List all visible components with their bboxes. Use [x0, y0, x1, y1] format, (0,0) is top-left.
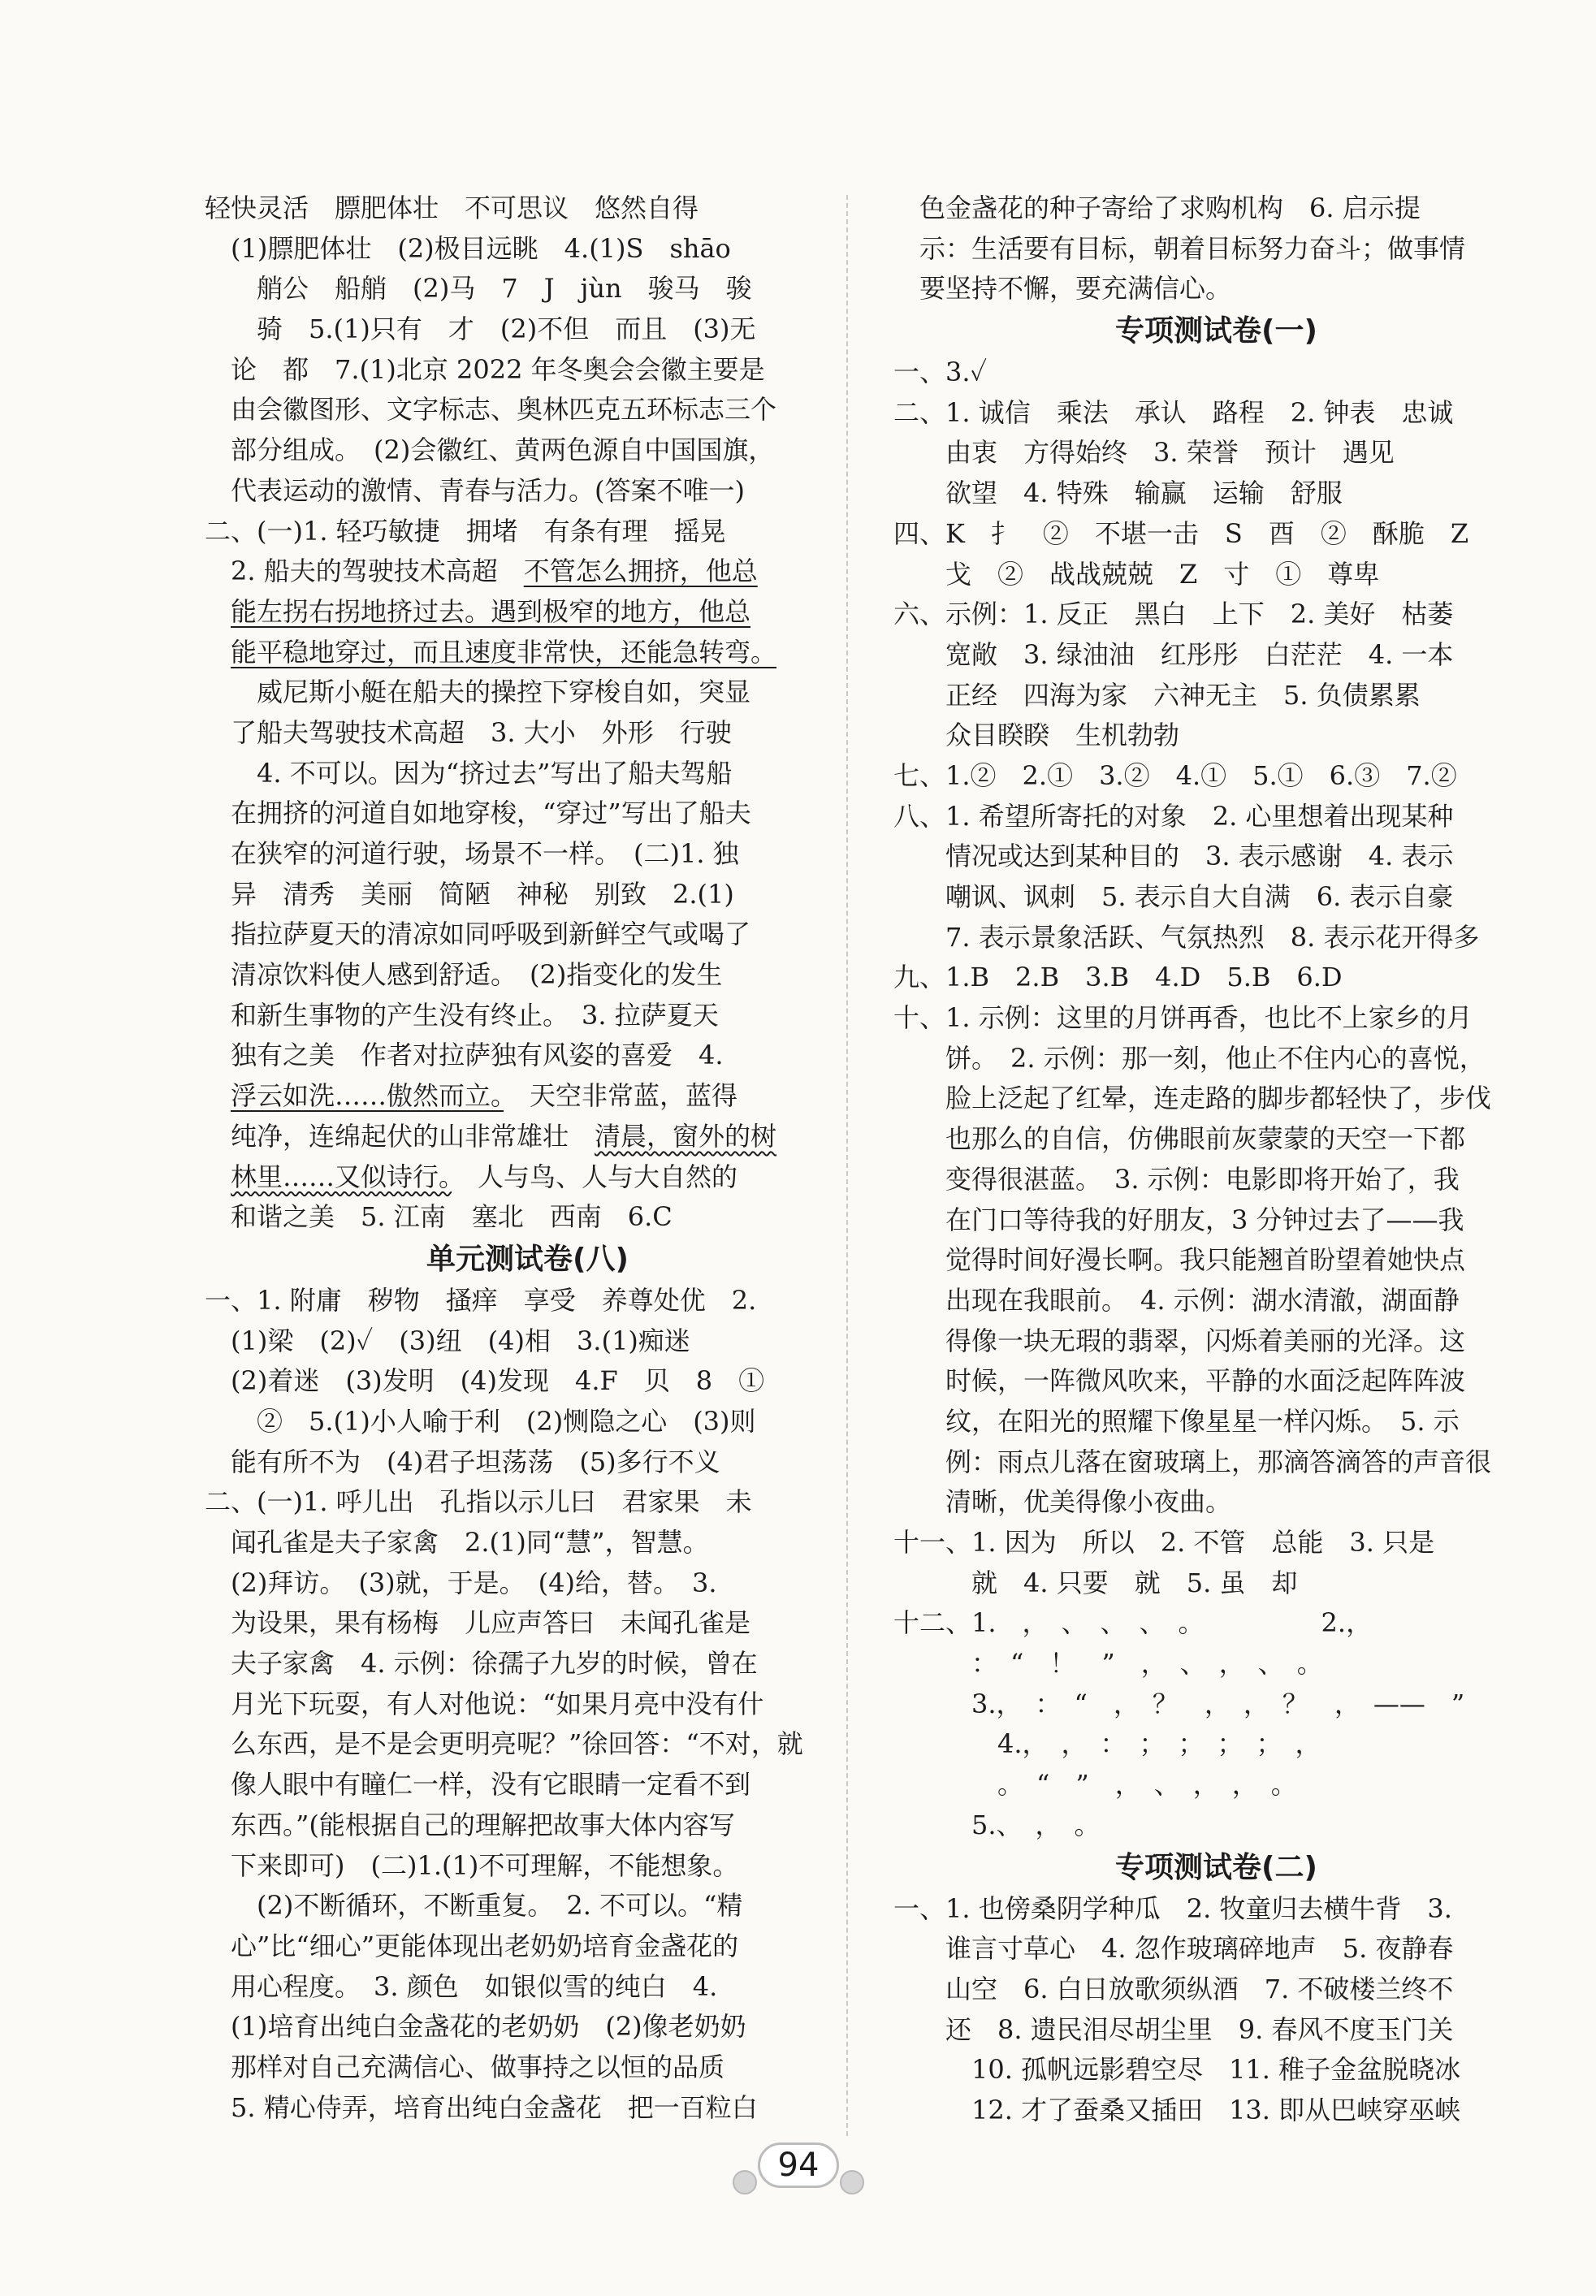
answer-line: 出现在我眼前。 4. 示例：湖水清澈，湖面静 [893, 1284, 1460, 1316]
answer-line: 和谐之美 5. 江南 塞北 西南 6.C [205, 1201, 673, 1233]
answer-line: 为设果，果有杨梅 儿应声答曰 未闻孔雀是 [205, 1607, 751, 1639]
answer-line: 二、(一)1. 轻巧敏捷 拥堵 有条有理 摇晃 [205, 515, 726, 547]
underlined-text: 清晨，窗外的树 [595, 1120, 777, 1152]
answer-line: (1)梁 (2)✓ (3)纽 (4)相 3.(1)痴迷 [205, 1325, 690, 1356]
answer-line: 众目睽睽 生机勃勃 [893, 720, 1180, 751]
answer-line: 3.， ： “ ， ？ ， ， ？ ， —— ” [893, 1688, 1465, 1719]
page-number [737, 2143, 859, 2201]
underlined-text: 浮云如洗……傲然而立。 [231, 1080, 504, 1112]
answer-line: 由衷 方得始终 3. 荣誉 预计 遇见 [893, 437, 1395, 469]
answer-line: 也那么的自信，仿佛眼前灰蒙蒙的天空一下都 [893, 1123, 1466, 1155]
answer-line: 二、1. 诚信 乘法 承认 路程 2. 钟表 忠诚 [893, 396, 1454, 428]
answer-line: 东西。”(能根据自己的理解把故事大体内容写 [205, 1809, 735, 1840]
section-title: 专项测试卷(一) [1115, 314, 1317, 348]
answer-line: 七、1.② 2.① 3.② 4.① 5.① 6.③ 7.② [893, 759, 1457, 791]
answer-line: 艄公 船艄 (2)马 7 J jùn 骏马 骏 [205, 273, 752, 305]
column-divider [846, 195, 848, 2136]
underlined-text: 能左拐右拐地挤过去。遇到极窄的地方，他总 [231, 595, 751, 627]
answer-line: 在门口等待我的好朋友，3 分钟过去了——我 [893, 1204, 1464, 1235]
answer-line: 一、1. 也傍桑阴学种瓜 2. 牧童归去横牛背 3. [893, 1892, 1452, 1924]
answer-line: 时候，一阵微风吹来，平静的水面泛起阵阵波 [893, 1365, 1466, 1397]
text-fragment: 天空非常蓝，蓝得 [504, 1080, 738, 1112]
answer-line: 八、1. 希望所寄托的对象 2. 心里想着出现某种 [893, 800, 1454, 832]
answer-line: 脸上泛起了红晕，连走路的脚步都轻快了，步伐 [893, 1083, 1492, 1114]
answer-line [205, 1117, 850, 1157]
answer-line: 就 4. 只要 就 5. 虽 却 [893, 1567, 1298, 1598]
answer-line: 指拉萨夏天的清凉如同呼吸到新鲜空气或喝了 [205, 919, 751, 950]
answer-line: 心”比“细心”更能体现出老奶奶培育金盏花的 [205, 1930, 739, 1961]
answer-line: 4.， ， ： ； ； ； ； ， [893, 1728, 1321, 1760]
answer-line: 像人眼中有瞳仁一样，没有它眼睛一定看不到 [205, 1769, 751, 1801]
answer-line: (2)拜访。 (3)就，于是。 (4)给，替。 3. [205, 1567, 717, 1598]
answer-line: 能有所不为 (4)君子坦荡荡 (5)多行不义 [205, 1446, 720, 1477]
answer-line: 宽敞 3. 绿油油 红彤彤 白茫茫 4. 一本 [893, 638, 1454, 670]
answer-line: 欲望 4. 特殊 输赢 运输 舒服 [893, 478, 1343, 509]
underlined-text: 林里……又似诗行。 [231, 1161, 452, 1192]
answer-line: 色金盏花的种子寄给了求购机构 6. 启示提 [893, 192, 1421, 223]
answer-line: 闻孔雀是夫子家禽 2.(1)同“慧”，智慧。 [205, 1527, 709, 1558]
answer-line: 异 清秀 美丽 简陋 神秘 别致 2.(1) [205, 878, 734, 910]
answer-line: 在狭窄的河道行驶，场景不一样。 (二)1. 独 [205, 838, 739, 869]
answer-line: (1)培育出纯白金盏花的老奶奶 (2)像老奶奶 [205, 2011, 746, 2043]
section-title: 单元测试卷(八) [426, 1242, 629, 1276]
answer-line: 。 “ ” ， 、 ， ， 。 [893, 1769, 1297, 1801]
answer-line: 谁言寸草心 4. 忽作玻璃碎地声 5. 夜静春 [893, 1933, 1454, 1965]
text-fragment [205, 1161, 231, 1192]
answer-line: 10. 孤帆远影碧空尽 11. 稚子金盆脱晓冰 [893, 2054, 1461, 2086]
answer-line: 还 8. 遗民泪尽胡尘里 9. 春风不度玉门关 [893, 2013, 1454, 2045]
page-number-decor-right [840, 2170, 864, 2194]
answer-line: 那样对自己充满信心、做事持之以恒的品质 [205, 2051, 725, 2082]
answer-line [205, 551, 850, 592]
answer-line: (1)膘肥体壮 (2)极目远眺 4.(1)S shāo [205, 232, 731, 264]
answer-line: 得像一块无瑕的翡翠，闪烁着美丽的光泽。这 [893, 1325, 1466, 1356]
answer-line: 一、1. 附庸 秽物 搔痒 享受 养尊处优 2. [205, 1284, 757, 1316]
answer-line: 一、3.✓ [893, 357, 988, 388]
answer-line: 示：生活要有目标，朝着目标努力奋斗；做事情 [893, 232, 1466, 264]
answer-line: ② 5.(1)小人喻于利 (2)恻隐之心 (3)则 [205, 1405, 756, 1437]
answer-line: 二、(一)1. 呼儿出 孔指以示儿曰 君家果 未 [205, 1486, 752, 1518]
answer-line: 变得很湛蓝。 3. 示例：电影即将开始了，我 [893, 1163, 1460, 1195]
page-number-label: 94 [758, 2143, 840, 2188]
answer-line: (2)不断循环，不断重复。 2. 不可以。“精 [205, 1890, 743, 1922]
answer-line: 了船夫驾驶技术高超 3. 大小 外形 行驶 [205, 716, 732, 748]
answer-line: 威尼斯小艇在船夫的操控下穿梭自如，突显 [205, 677, 751, 708]
answer-line [205, 592, 850, 633]
answer-line [205, 1076, 850, 1117]
answer-line: 骑 5.(1)只有 才 (2)不但 而且 (3)无 [205, 313, 756, 345]
answer-line: 六、示例：1. 反正 黑白 上下 2. 美好 枯萎 [893, 599, 1454, 630]
answer-line: 十一、1. 因为 所以 2. 不管 总能 3. 只是 [893, 1527, 1435, 1558]
answer-line: 下来即可) (二)1.(1)不可理解，不能想象。 [205, 1849, 739, 1881]
answer-line: 么东西，是不是会更明亮呢？”徐回答：“不对，就 [205, 1728, 803, 1760]
answer-line: 山空 6. 白日放歌须纵酒 7. 不破楼兰终不 [893, 1973, 1454, 2004]
answer-line: 7. 表示景象活跃、气氛热烈 8. 表示花开得多 [893, 921, 1480, 953]
section-title: 专项测试卷(二) [1115, 1850, 1317, 1884]
answer-line: 4. 不可以。因为“挤过去”写出了船夫驾船 [205, 757, 733, 789]
right-column [893, 188, 1539, 2131]
answer-line: 和新生事物的产生没有终止。 3. 拉萨夏天 [205, 999, 719, 1031]
answer-line: 12. 才了蚕桑又插田 13. 即从巴峡穿巫峡 [893, 2094, 1461, 2125]
answer-line: 论 都 7.(1)北京 2022 年冬奥会会徽主要是 [205, 353, 765, 385]
underlined-text: 能平稳地穿过，而且速度非常快，还能急转弯。 [231, 636, 777, 668]
text-fragment [205, 1080, 231, 1111]
answer-line: 十、1. 示例：这里的月饼再香，也比不上家乡的月 [893, 1002, 1473, 1034]
text-fragment [205, 637, 231, 668]
answer-line: 代表运动的激情、青春与活力。(答案不唯一) [205, 474, 745, 506]
answer-line: 由会徽图形、文字标志、奥林匹克五环标志三个 [205, 394, 777, 426]
underlined-text: 不管怎么拥挤，他总 [523, 556, 758, 587]
answer-line [205, 633, 850, 673]
answer-line [205, 1157, 850, 1198]
answer-line: 戈 ② 战战兢兢 Z 寸 ① 尊卑 [893, 558, 1380, 590]
answer-line: (2)着迷 (3)发明 (4)发现 4.F 贝 8 ① [205, 1365, 765, 1397]
answer-line: 嘲讽、讽刺 5. 表示自大自满 6. 表示自豪 [893, 881, 1454, 912]
text-fragment: 人与鸟、人与大自然的 [452, 1161, 738, 1192]
answer-line: ： “ ！ ” ， 、 ， 、 。 [893, 1648, 1323, 1680]
answer-line: 情况或达到某种目的 3. 表示感谢 4. 表示 [893, 841, 1454, 872]
answer-line: 部分组成。 (2)会徽红、黄两色源自中国国旗， [205, 435, 775, 466]
answer-line: 觉得时间好漫长啊。我只能翘首盼望着她快点 [893, 1244, 1466, 1276]
answer-line: 5.、 ， 。 [893, 1809, 1101, 1840]
answer-line: 九、1.B 2.B 3.B 4.D 5.B 6.D [893, 962, 1343, 993]
answer-line: 用心程度。 3. 颜色 如银似雪的纯白 4. [205, 1970, 718, 2002]
answer-line: 独有之美 作者对拉萨独有风姿的喜爱 4. [205, 1040, 724, 1071]
answer-line: 轻快灵活 膘肥体壮 不可思议 悠然自得 [205, 192, 699, 223]
answer-line: 要坚持不懈，要充满信心。 [893, 273, 1232, 305]
answer-line: 正经 四海为家 六神无主 5. 负债累累 [893, 679, 1421, 711]
answer-line: 夫子家禽 4. 示例：徐孺子九岁的时候，曾在 [205, 1648, 758, 1680]
answer-line: 纹，在阳光的照耀下像星星一样闪烁。 5. 示 [893, 1405, 1460, 1437]
left-column [205, 188, 850, 2128]
answer-line: 清凉饮料使人感到舒适。 (2)指变化的发生 [205, 959, 723, 991]
answer-line: 例：雨点儿落在窗玻璃上，那滴答滴答的声音很 [893, 1446, 1492, 1477]
answer-line: 5. 精心侍弄，培育出纯白金盏花 把一百粒白 [205, 2091, 758, 2123]
text-fragment [205, 596, 231, 627]
answer-line: 饼。 2. 示例：那一刻，他止不住内心的喜悦， [893, 1042, 1486, 1074]
answer-line: 四、K 扌 ② 不堪一击 S 酉 ② 酥脆 Z [893, 517, 1469, 549]
text-fragment: 2. 船夫的驾驶技术高超 [205, 556, 524, 587]
page-number-decor-left [733, 2170, 757, 2194]
answer-line: 十二、1. ， 、 、 、 。 2.， [893, 1607, 1373, 1639]
answer-line: 月光下玩耍，有人对他说：“如果月亮中没有什 [205, 1688, 764, 1719]
text-fragment: 纯净，连绵起伏的山非常雄壮 [205, 1120, 595, 1152]
answer-line: 清晰，优美得像小夜曲。 [893, 1486, 1232, 1518]
answer-line: 在拥挤的河道自如地穿梭，“穿过”写出了船夫 [205, 798, 751, 829]
